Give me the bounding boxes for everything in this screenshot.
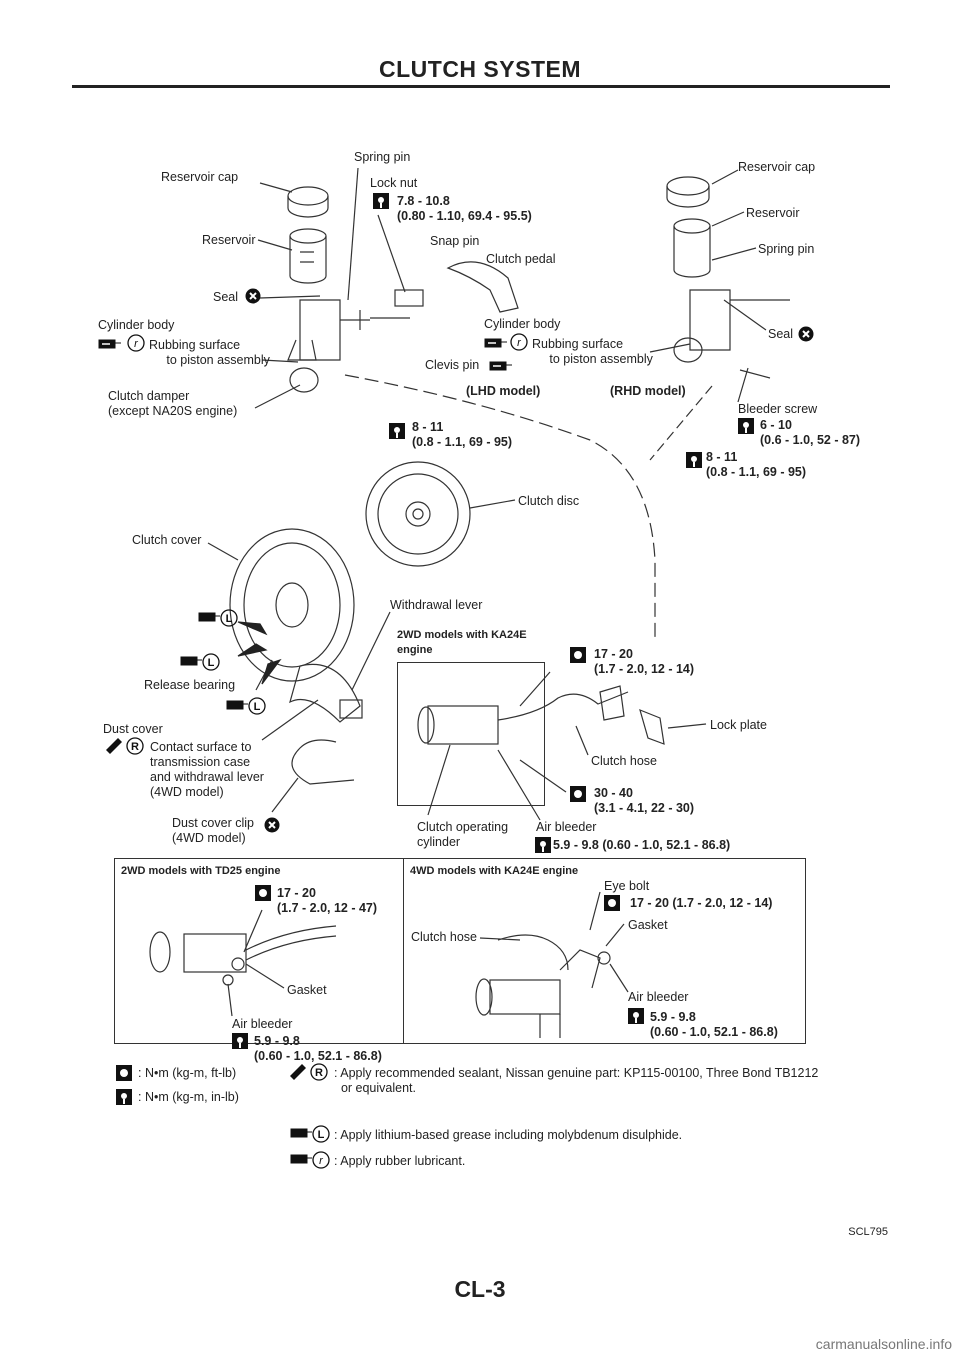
withdrawal-lever <box>290 664 362 722</box>
rhd-reservoir <box>674 219 710 277</box>
replace-clip-icon <box>264 817 280 833</box>
grease-gun-icon <box>489 358 513 372</box>
legend-nm-ftlb: : N•m (kg-m, ft-lb) <box>138 1066 237 1080</box>
label-lhd-model: (LHD model) <box>466 384 541 398</box>
replace-seal-icon <box>798 326 814 342</box>
legend-nm-inlb: : N•m (kg-m, in-lb) <box>138 1090 239 1104</box>
rubber-lubricant-icon <box>510 333 528 351</box>
torque-inlb-icon <box>686 452 702 468</box>
svg-text:L: L <box>225 613 233 625</box>
label-lock-plate: Lock plate <box>710 718 767 732</box>
label-clutch-disc: Clutch disc <box>518 494 580 508</box>
watermark: carmanualsonline.info <box>815 1336 952 1352</box>
label-torque2-4wd: 5.9 - 9.8 (0.60 - 1.0, 52.1 - 86.8) <box>650 1010 778 1039</box>
leaders-right <box>650 170 766 402</box>
label-clutch-cover: Clutch cover <box>132 533 202 547</box>
figure-code: SCL795 <box>848 1226 888 1238</box>
leader-clutch-disc <box>470 500 515 508</box>
lithium-grease-icon <box>226 696 268 716</box>
label-lock-nut: Lock nut <box>370 176 418 190</box>
label-eye-torque: 17 - 20 (1.7 - 2.0, 12 - 14) <box>630 896 773 910</box>
page-number: CL-3 <box>454 1276 506 1302</box>
torque-ftlb-icon <box>570 786 586 802</box>
torque-ftlb-icon <box>373 193 389 209</box>
label-ka24e-title: 2WD models with KA24E engine <box>397 629 527 656</box>
ka24e-2wd-box <box>397 662 545 806</box>
label-rhd-model: (RHD model) <box>610 384 686 398</box>
label-rubbing-surface-lhd: Rubbing surface to piston assembly <box>149 338 270 367</box>
label-air-bleeder-a: Air bleeder <box>536 820 597 834</box>
label-contact-surface: Contact surface to transmission case and withdrawal lever (4WD model) <box>150 740 264 799</box>
label-clutch-operating-cylinder: Clutch operating cylinder <box>417 820 509 849</box>
grease-gun-icon <box>484 335 508 349</box>
label-reservoir-cap-lhd: Reservoir cap <box>161 170 239 184</box>
torque-ftlb-icon <box>604 895 620 911</box>
legend-grease: : Apply lithium-based grease including molybdenum disulphide. <box>334 1128 683 1142</box>
label-air-bleeder-4wd: Air bleeder <box>628 990 689 1004</box>
label-bleeder-screw: Bleeder screw <box>738 402 818 416</box>
label-torque-6-10: 6 - 10 (0.6 - 1.0, 52 - 87) <box>760 418 861 447</box>
label-torque-30-40: 30 - 40 (3.1 - 4.1, 22 - 30) <box>594 786 695 815</box>
lithium-grease-icon <box>180 652 222 672</box>
lhd-reservoir <box>290 229 326 283</box>
label-td25-gasket: Gasket <box>287 983 327 997</box>
panel-divider <box>403 858 404 1044</box>
label-clutch-hose-4wd: Clutch hose <box>411 930 478 944</box>
label-spring-pin-lhd: Spring pin <box>354 150 411 164</box>
torque-inlb-icon <box>232 1033 248 1049</box>
svg-text:L: L <box>317 1129 325 1141</box>
svg-text:L: L <box>207 657 215 669</box>
leader-withdrawal <box>352 612 390 690</box>
lithium-grease-icon <box>290 1124 332 1144</box>
label-torque-17-20-a: 17 - 20 (1.7 - 2.0, 12 - 14) <box>594 647 695 676</box>
clutch-cover <box>230 529 354 681</box>
label-spring-pin-rhd: Spring pin <box>758 242 815 256</box>
torque-ftlb-icon <box>255 885 271 901</box>
svg-text:r: r <box>134 338 138 350</box>
label-clevis-pin: Clevis pin <box>425 358 480 372</box>
rubber-lubricant-icon <box>127 334 145 352</box>
lithium-grease-icon <box>198 608 240 628</box>
label-rubbing-surface-rhd: Rubbing surface to piston assembly <box>532 337 653 366</box>
label-td25-air-bleeder: Air bleeder <box>232 1017 293 1031</box>
clutch-disc <box>366 462 470 566</box>
torque-inlb-icon <box>628 1008 644 1024</box>
page-title: CLUTCH SYSTEM <box>379 56 581 82</box>
svg-text:r: r <box>517 337 521 349</box>
torque-inlb-icon <box>389 423 405 439</box>
lhd-reservoir-cap <box>288 187 328 217</box>
label-dust-cover-clip: Dust cover clip (4WD model) <box>172 816 254 845</box>
label-torque-locknut: 7.8 - 10.8 (0.80 - 1.10, 69.4 - 95.5) <box>397 194 532 223</box>
legend-rubber: : Apply rubber lubricant. <box>334 1154 466 1168</box>
torque-ftlb-icon <box>116 1065 132 1081</box>
torque-inlb-icon <box>116 1089 132 1105</box>
leader-clutch-cover <box>208 543 238 560</box>
label-reservoir-lhd: Reservoir <box>202 233 256 247</box>
label-clutch-damper: Clutch damper (except NA20S engine) <box>108 389 238 418</box>
leader-lock-nut <box>378 215 405 292</box>
label-cylinder-body-lhd: Cylinder body <box>98 318 175 332</box>
label-torque-8-11-rhd: 8 - 11 (0.8 - 1.1, 69 - 95) <box>706 450 807 479</box>
svg-text:R: R <box>131 741 139 753</box>
label-clutch-hose-a: Clutch hose <box>591 754 658 768</box>
leader-spring-pin <box>348 168 358 300</box>
label-withdrawal-lever: Withdrawal lever <box>390 598 483 612</box>
sealant-icon <box>288 1062 330 1082</box>
label-reservoir-cap-rhd: Reservoir cap <box>738 160 816 174</box>
svg-text:R: R <box>315 1067 323 1079</box>
label-cylinder-body-rhd: Cylinder body <box>484 317 561 331</box>
svg-text:r: r <box>319 1155 323 1167</box>
label-td25-title: 2WD models with TD25 engine <box>121 865 281 877</box>
leader-hose-a <box>576 726 588 755</box>
legend-sealant: : Apply recommended sealant, Nissan genuine part: KP115-00100, Three Bond TB1212 or equivalent. <box>334 1066 819 1095</box>
label-dust-cover: Dust cover <box>103 722 163 736</box>
label-reservoir-rhd: Reservoir <box>746 206 800 220</box>
clutch-pedal <box>448 262 518 312</box>
label-td25-torque: 17 - 20 (1.7 - 2.0, 12 - 47) <box>277 886 378 915</box>
label-td25-torque2: 5.9 - 9.8 (0.60 - 1.0, 52.1 - 86.8) <box>254 1034 382 1063</box>
label-torque-59-98-a: 5.9 - 9.8 (0.60 - 1.0, 52.1 - 86.8) <box>553 838 731 852</box>
label-seal-rhd: Seal <box>768 327 794 341</box>
label-release-bearing: Release bearing <box>144 678 236 692</box>
label-torque-8-11-lhd: 8 - 11 (0.8 - 1.1, 69 - 95) <box>412 420 513 449</box>
svg-text:L: L <box>253 701 261 713</box>
torque-inlb-icon <box>535 837 551 853</box>
leader-lock-plate <box>668 724 706 728</box>
grease-gun-icon <box>98 336 122 350</box>
label-seal-lhd: Seal <box>213 290 239 304</box>
dust-cover-clip <box>292 740 354 784</box>
leader-dust-clip <box>272 778 298 812</box>
replace-seal-icon <box>245 288 261 304</box>
grease-arrows <box>238 622 280 684</box>
label-snap-pin: Snap pin <box>430 234 480 248</box>
label-4wd-title: 4WD models with KA24E engine <box>410 865 579 877</box>
torque-inlb-icon <box>738 418 754 434</box>
label-clutch-pedal: Clutch pedal <box>486 252 556 266</box>
lock-plate <box>640 710 664 744</box>
label-gasket-4wd: Gasket <box>628 918 668 932</box>
rubber-lubricant-icon <box>290 1150 332 1170</box>
torque-ftlb-icon <box>570 647 586 663</box>
sealant-icon <box>104 736 146 756</box>
label-eye-bolt: Eye bolt <box>604 879 650 893</box>
rhd-reservoir-cap <box>667 177 709 207</box>
